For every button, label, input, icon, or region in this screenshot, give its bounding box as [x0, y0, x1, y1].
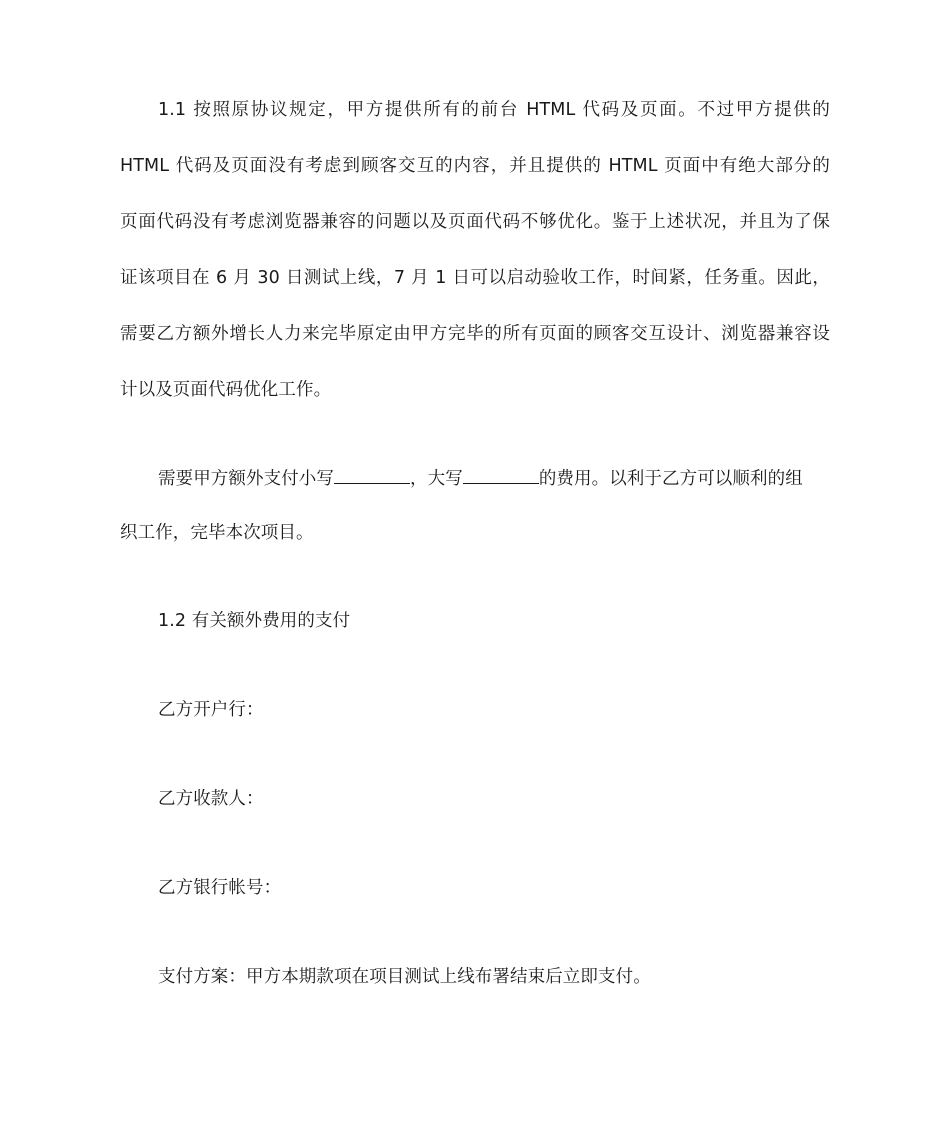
payment-request-line-2: 织工作，完毕本次项目。: [120, 523, 314, 543]
payment-request-line-1: [158, 465, 803, 491]
paragraph-1-1-line-5: 需要乙方额外增长人力来完毕原定由甲方完毕的所有页面的顾客交互设计、浏览器兼容设: [120, 324, 830, 344]
paragraph-1-1-line-2: HTML 代码及页面没有考虑到顾客交互的内容，并且提供的 HTML 页面中有绝大部分的: [120, 156, 830, 176]
uppercase-amount-blank: [463, 465, 539, 484]
paragraph-1-1-line-1: 1.1 按照原协议规定，甲方提供所有的前台 HTML 代码及页面。不过甲方提供的: [158, 100, 830, 120]
paragraph-1-1-line-3: 页面代码没有考虑浏览器兼容的问题以及页面代码不够优化。鉴于上述状况，并且为了保: [120, 212, 830, 232]
bank-label: 乙方开户行：: [158, 700, 264, 720]
paragraph-1-1-line-6: 计以及页面代码优化工作。: [120, 380, 332, 400]
payment-request-text-1: 需要甲方额外支付小写: [158, 469, 334, 489]
payment-plan: 支付方案：甲方本期款项在项目测试上线布署结束后立即支付。: [158, 967, 651, 987]
payment-request-text-2: ，大写: [410, 469, 463, 489]
account-label: 乙方银行帐号：: [158, 878, 282, 898]
paragraph-1-1-line-4: 证该项目在 6 月 30 日测试上线，7 月 1 日可以启动验收工作，时间紧，任务重。因此，: [120, 268, 830, 288]
payee-label: 乙方收款人：: [158, 789, 264, 809]
section-1-2-heading: 1.2 有关额外费用的支付: [158, 611, 351, 631]
lowercase-amount-blank: [334, 465, 410, 484]
payment-request-text-3: 的费用。以利于乙方可以顺利的组: [538, 469, 803, 489]
